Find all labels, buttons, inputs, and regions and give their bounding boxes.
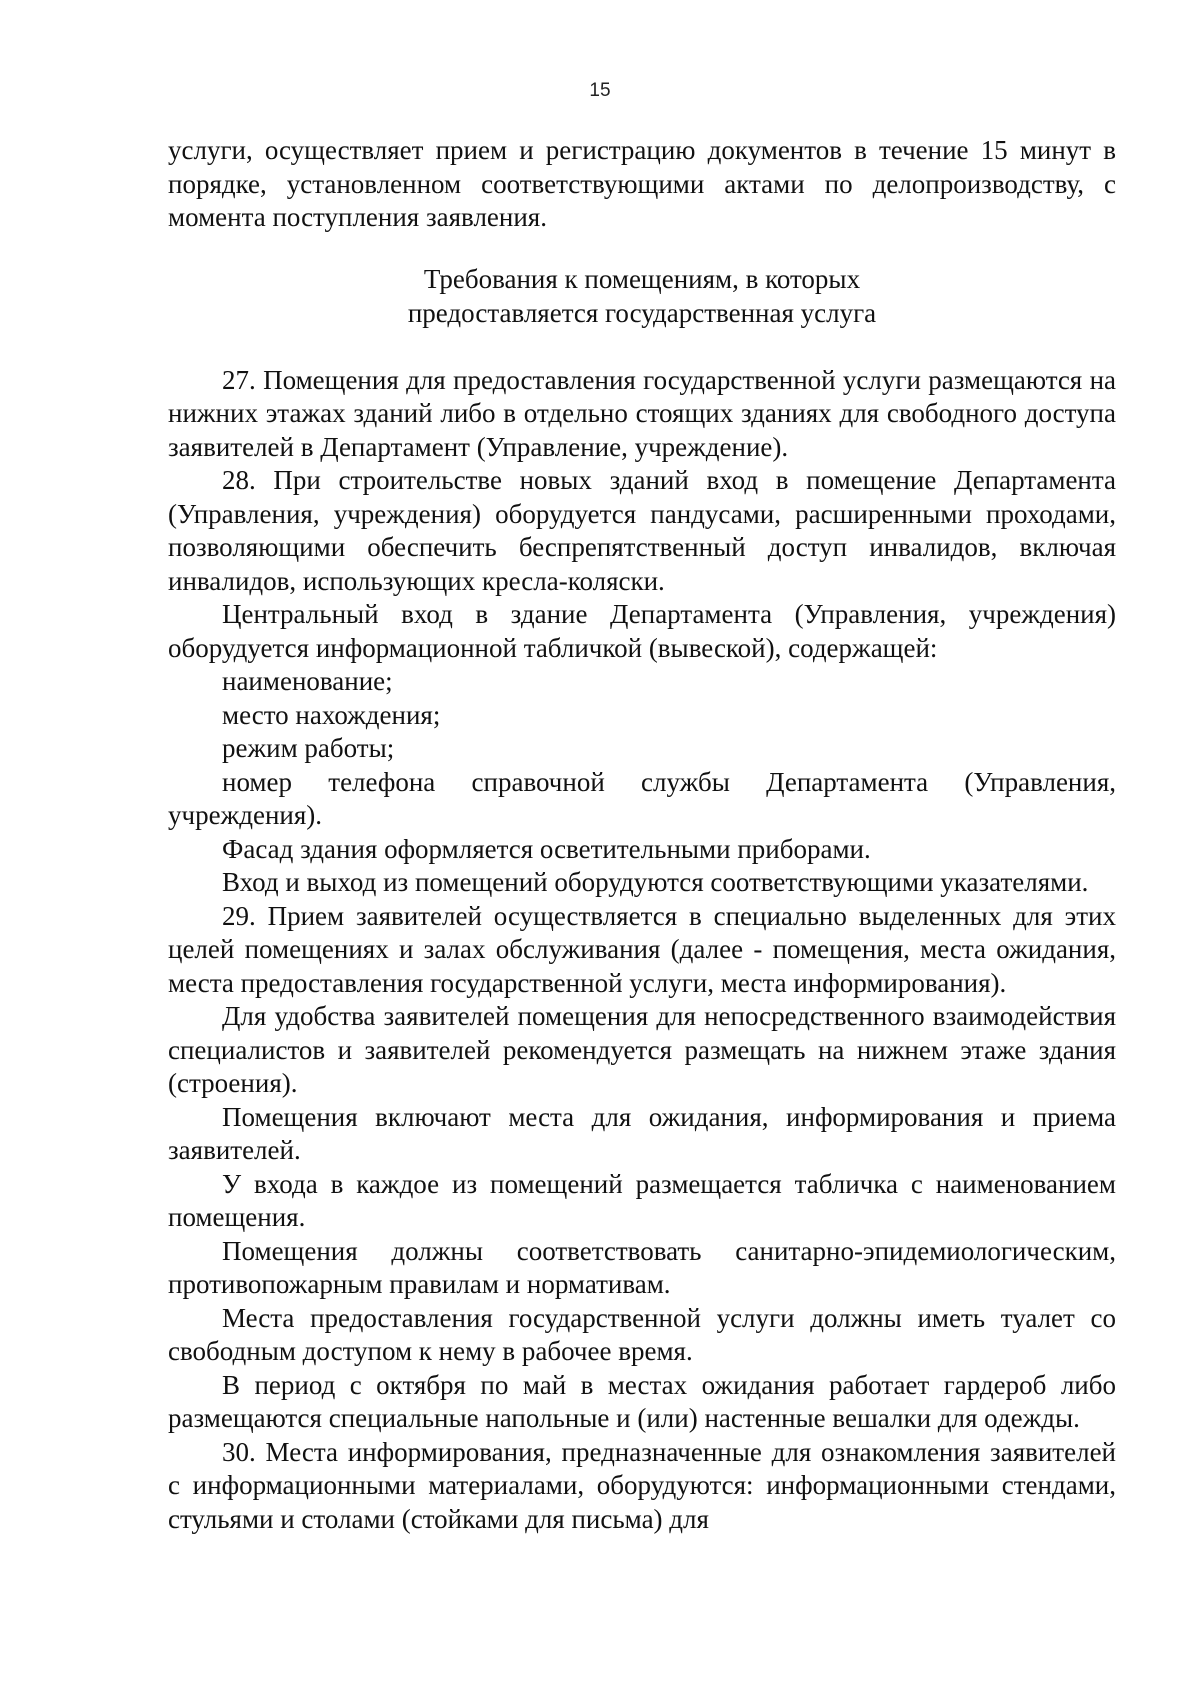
list-item: наименование; bbox=[222, 666, 393, 696]
page-content bbox=[168, 134, 1116, 1536]
intro-paragraph: услуги, осуществляет прием и регистрацию документов в течение 15 минут в порядке, установленном соответствующими актами по делопроизводству, с момента поступления заявления. bbox=[168, 135, 1116, 232]
list-item: номер телефона справочной службы Департамента (Управления, учреждения). bbox=[168, 766, 1116, 830]
paragraph: Места предоставления государственной услуги должны иметь туалет со свободным доступом к нему в рабочее время. bbox=[168, 1302, 1116, 1366]
section-heading-line: предоставляется государственная услуга bbox=[407, 297, 877, 328]
list-item: место нахождения; bbox=[222, 699, 441, 730]
paragraph: Помещения включают места для ожидания, информирования и приема заявителей. bbox=[168, 1101, 1116, 1165]
paragraph: В период с октября по май в местах ожидания работает гардероб либо размещаются специальные напольные и (или) настенные вешалки для одежды. bbox=[168, 1369, 1116, 1433]
section-heading-line: Требования к помещениям, в которых bbox=[423, 263, 861, 294]
paragraph: 30. Места информирования, предназначенные для ознакомления заявителей с информационными материалами, оборудуются: информационными стендами, стульями и столами (стойками для письма) для bbox=[168, 1436, 1116, 1534]
paragraph: Помещения должны соответствовать санитарно-эпидемиологическим, противопожарным правилам и нормативам. bbox=[168, 1235, 1116, 1299]
paragraph: 27. Помещения для предоставления государственной услуги размещаются на нижних этажах зданий либо в отдельно стоящих зданиях для свободного доступа заявителей в Департамент (Управление, учреждение). bbox=[168, 364, 1116, 462]
paragraph: 29. Прием заявителей осуществляется в специально выделенных для этих целей помещениях и залах обслуживания (далее - помещения, места ожидания, места предоставления государственной услуги, места информирования). bbox=[168, 900, 1116, 998]
paragraph: Для удобства заявителей помещения для непосредственного взаимодействия специалистов и заявителей рекомендуется размещать на нижнем этаже здания (строения). bbox=[168, 1001, 1116, 1098]
section-heading bbox=[168, 262, 1116, 330]
list-item: режим работы; bbox=[222, 733, 395, 763]
paragraph: У входа в каждое из помещений размещается табличка с наименованием помещения. bbox=[168, 1168, 1116, 1232]
paragraph: 28. При строительстве новых зданий вход в помещение Департамента (Управления, учреждения) оборудуется пандусами, расширенными проходами, позволяющими обеспечить беспрепятственный доступ инвалидов, включая инвалидов, использующих кресла-коляски. bbox=[168, 465, 1116, 596]
page-number: 15 bbox=[589, 80, 611, 101]
paragraph: Вход и выход из помещений оборудуются соответствующими указателями. bbox=[222, 867, 1089, 897]
paragraph: Центральный вход в здание Департамента (Управления, учреждения) оборудуется информационной табличкой (вывеской), содержащей: bbox=[168, 599, 1116, 663]
paragraph: Фасад здания оформляется осветительными приборами. bbox=[222, 833, 871, 864]
